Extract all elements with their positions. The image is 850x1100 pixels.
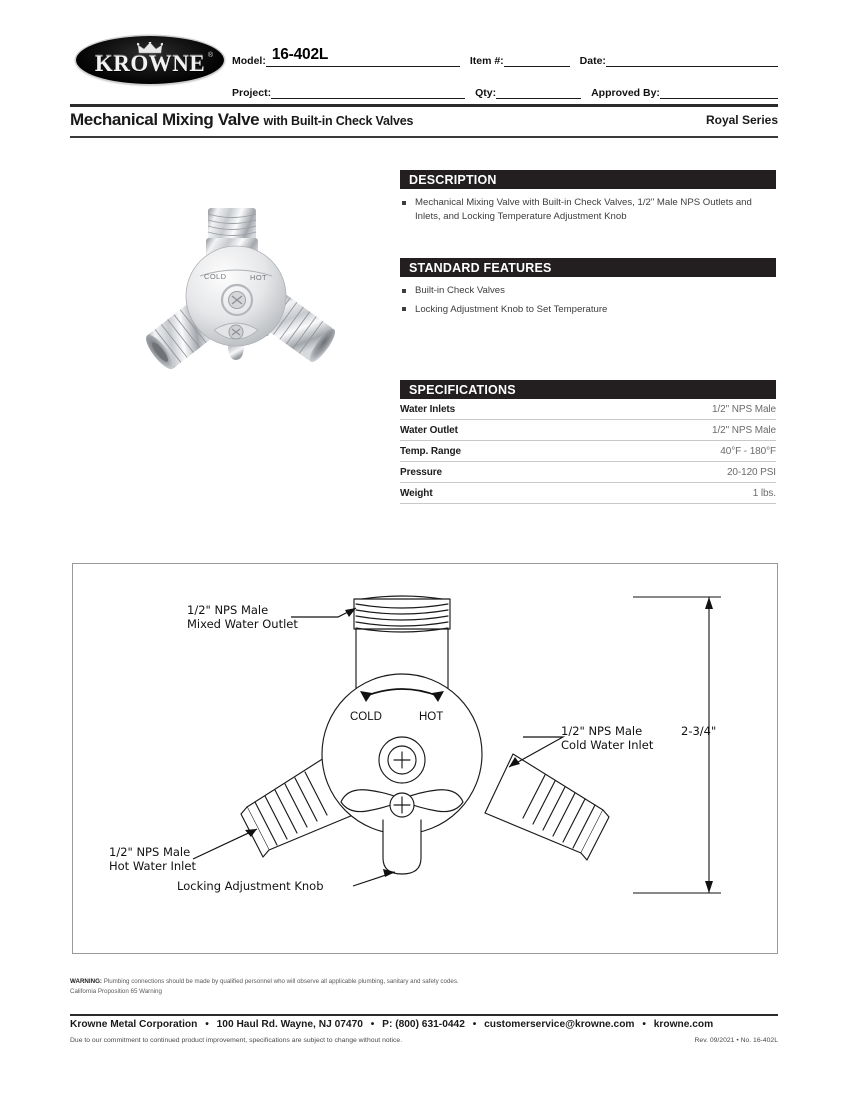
header-divider-top: [70, 104, 778, 107]
height-dimension-label: 2-3/4": [681, 724, 717, 738]
model-value: 16-402L: [271, 46, 329, 63]
warning-bold: WARNING:: [70, 978, 102, 985]
spec-label: Temp. Range: [400, 445, 461, 457]
spec-label: Water Outlet: [400, 424, 458, 436]
page-header: [70, 32, 778, 104]
prop65-warning: California Proposition 65 Warning: [70, 987, 162, 995]
spec-label: Water Inlets: [400, 403, 456, 415]
description-heading: DESCRIPTION: [400, 170, 776, 189]
locking-knob-callout: Locking Adjustment Knob: [177, 879, 324, 893]
header-form-fields: [232, 32, 778, 98]
table-row: [400, 483, 776, 504]
standard-features-list: [400, 284, 776, 321]
title-main-text: Mechanical Mixing Valve: [70, 110, 260, 129]
spec-value: 1 lbs.: [752, 487, 776, 499]
item-input[interactable]: [504, 65, 570, 67]
list-item: Built-in Check Valves: [400, 284, 776, 298]
krowne-logo: [76, 36, 224, 84]
company-name: Krowne Metal Corporation: [70, 1019, 198, 1030]
date-input[interactable]: [606, 65, 778, 67]
dial-hot-label: HOT: [419, 711, 444, 723]
model-label: Model:: [232, 55, 266, 67]
company-phone[interactable]: P: (800) 631-0442: [382, 1019, 465, 1030]
bullet-separator-icon: •: [205, 1019, 209, 1030]
header-row-1: [232, 42, 778, 68]
dim-arrow-bottom: [705, 881, 713, 893]
table-row: [400, 399, 776, 420]
logo-trademark: ®: [207, 52, 213, 59]
spec-value: 20-120 PSI: [726, 466, 776, 478]
qty-input[interactable]: [496, 97, 581, 99]
spec-value: 40°F - 180°F: [720, 445, 776, 457]
list-item: Locking Adjustment Knob to Set Temperature: [400, 303, 776, 317]
bullet-separator-icon: •: [642, 1019, 646, 1030]
series-badge: Royal Series: [705, 113, 778, 127]
table-row: [400, 420, 776, 441]
product-title-bar: [70, 110, 778, 132]
header-row-2: [232, 74, 778, 100]
svg-text:COLD: COLD: [204, 272, 227, 281]
outlet-callout: 1/2" NPS Male Mixed Water Outlet: [187, 603, 298, 631]
company-email[interactable]: customerservice@krowne.com: [484, 1019, 635, 1030]
footer-divider: [70, 1014, 778, 1016]
bullet-separator-icon: •: [472, 1019, 477, 1030]
table-row: [400, 462, 776, 483]
item-label: Item #:: [469, 55, 504, 67]
approved-by-input[interactable]: [660, 97, 778, 99]
page-title: [70, 110, 413, 130]
hot-inlet-callout: 1/2" NPS Male Hot Water Inlet: [109, 845, 196, 873]
model-input[interactable]: [266, 46, 460, 67]
locking-knob-drawing: [383, 820, 421, 874]
spec-label: Weight: [400, 487, 433, 499]
bullet-separator-icon: •: [370, 1019, 375, 1030]
description-list: [400, 196, 776, 228]
warning-text: [70, 977, 610, 996]
footer-contact-line: [70, 1019, 778, 1030]
table-row: [400, 441, 776, 462]
project-input[interactable]: [271, 97, 465, 99]
company-website[interactable]: krowne.com: [653, 1019, 714, 1030]
dim-arrow-top: [705, 597, 713, 609]
specifications-table: [400, 399, 776, 504]
spec-value: 1/2" NPS Male: [712, 403, 776, 415]
title-sub-text: with Built-in Check Valves: [263, 114, 414, 128]
spec-label: Pressure: [400, 466, 443, 478]
date-label: Date:: [579, 55, 606, 67]
spec-value: 1/2" NPS Male: [712, 424, 776, 436]
specifications-heading: SPECIFICATIONS: [400, 380, 776, 399]
company-address: 100 Haul Rd. Wayne, NJ 07470: [216, 1019, 363, 1030]
svg-text:HOT: HOT: [250, 273, 268, 282]
dial-cold-label: COLD: [350, 711, 382, 723]
header-divider-bottom: [70, 136, 778, 138]
cold-inlet-drawing: [485, 754, 609, 860]
logo-wordmark: KROWNE: [94, 51, 206, 76]
product-photo: [140, 190, 352, 380]
qty-label: Qty:: [475, 87, 497, 99]
footer-disclaimer: Due to our commitment to continued product improvement, specifications are subject to change without notice.: [70, 1037, 403, 1044]
technical-drawing-panel: [72, 563, 778, 954]
cold-inlet-callout: 1/2" NPS Male Cold Water Inlet: [561, 724, 654, 752]
list-item: Mechanical Mixing Valve with Built-in Check Valves, 1/2" Male NPS Outlets and Inlets, and Locking Temperature Adjustment Knob: [400, 196, 776, 223]
standard-features-heading: STANDARD FEATURES: [400, 258, 776, 277]
warning-body: Plumbing connections should be made by qualified personnel who will observe all applicable plumbing, sanitary and safety codes.: [101, 978, 459, 985]
approved-by-label: Approved By:: [591, 87, 660, 99]
project-label: Project:: [232, 87, 272, 99]
footer-revision: Rev. 09/2021 • No. 16-402L: [694, 1037, 778, 1044]
